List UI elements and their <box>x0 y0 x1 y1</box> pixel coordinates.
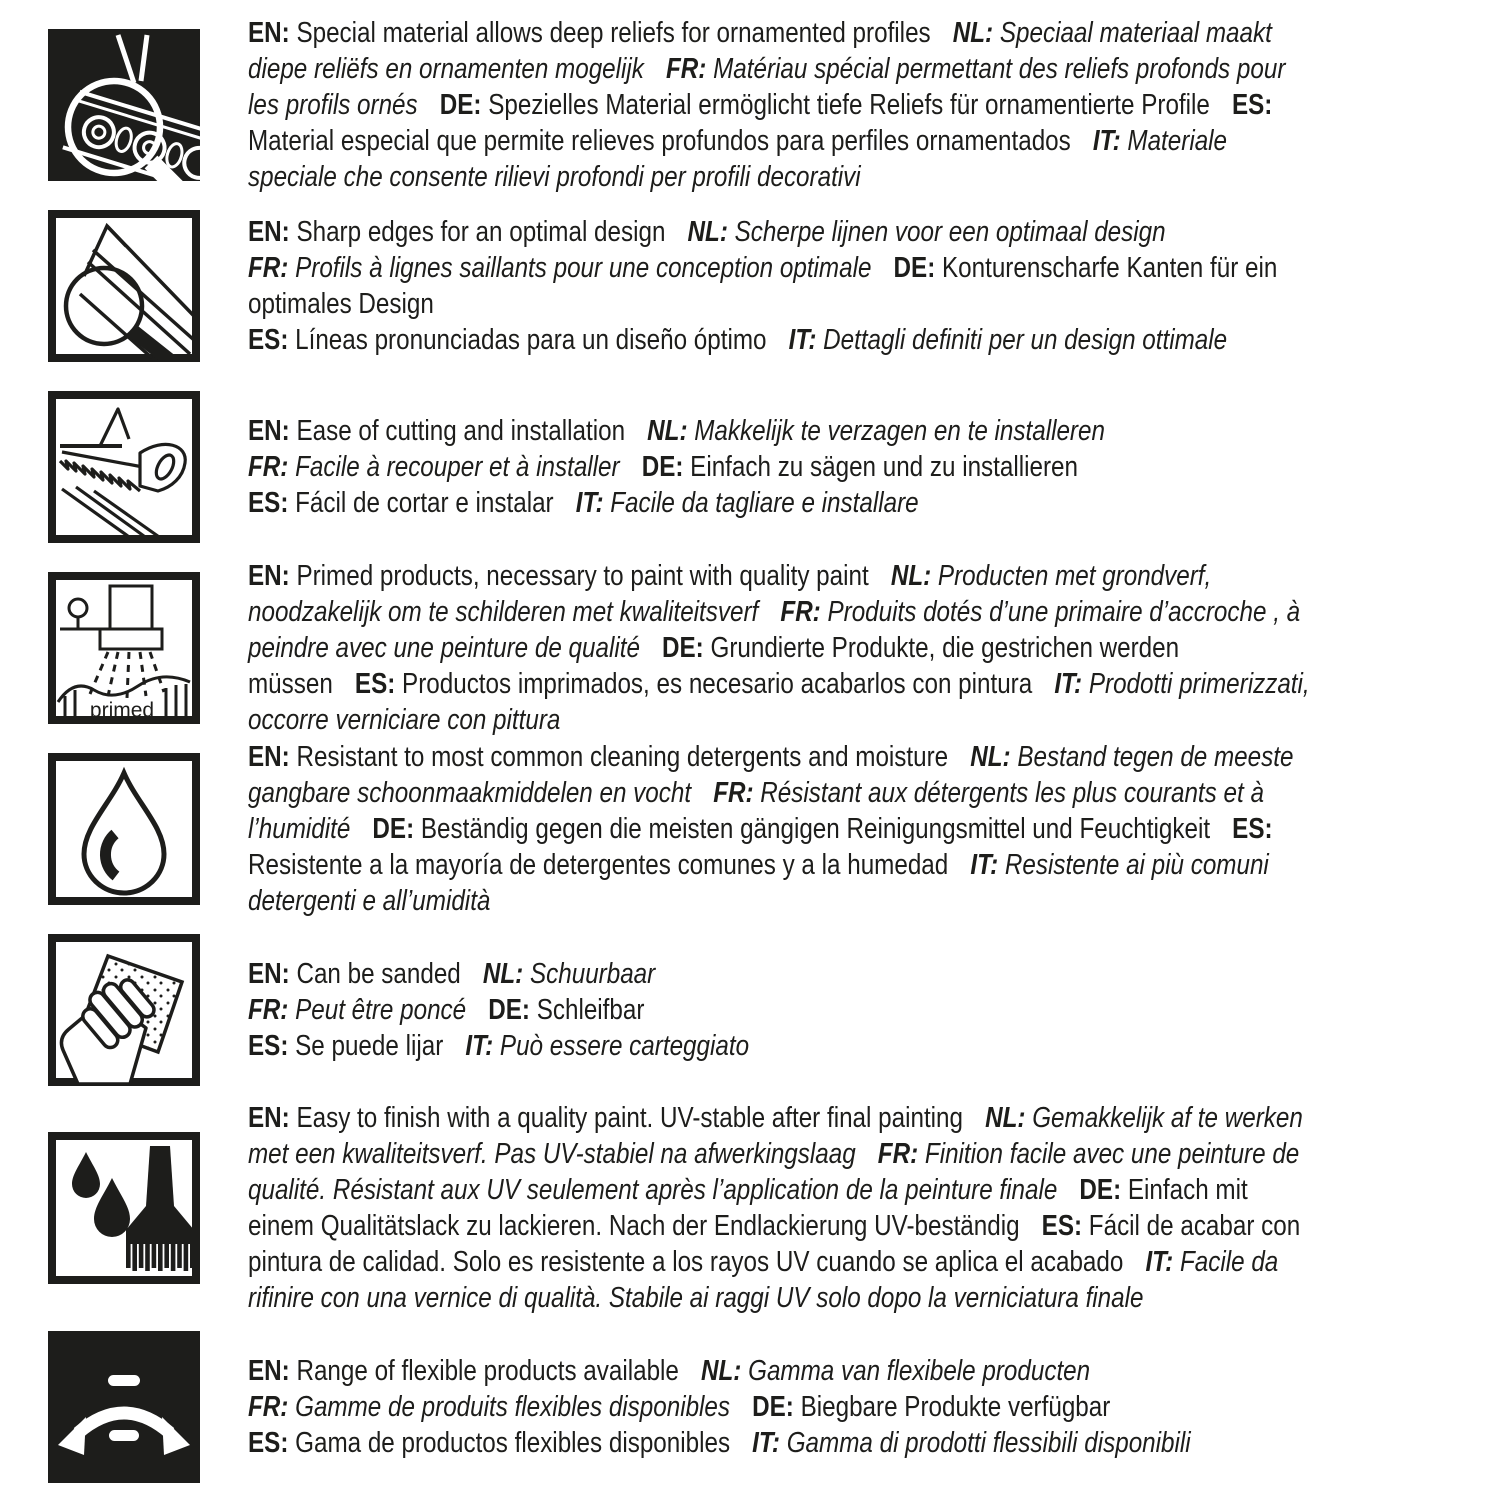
lang-label: ES: <box>248 323 296 356</box>
lang-text: Range of flexible products available <box>296 1354 679 1387</box>
lang-text: Fácil de acabar con pintura de calidad. Solo es resistente a los rayos UV cuando se aplica el acabado <box>248 1210 1301 1278</box>
feature-segment-es <box>355 668 1032 700</box>
lang-label: IT: <box>1054 667 1089 700</box>
lang-label: FR: <box>666 52 714 85</box>
lang-text: Speciaal materiaal maakt diepe reliëfs en ornamenten mogelijk <box>248 16 1272 85</box>
text-line <box>248 15 1312 195</box>
feature-text-block <box>248 1100 1312 1316</box>
lang-label: ES: <box>248 1029 296 1062</box>
lang-label: NL: <box>701 1354 749 1387</box>
text-line <box>248 322 1312 358</box>
text-line <box>248 992 1312 1028</box>
feature-text-block <box>248 739 1312 919</box>
lang-text: Special material allows deep reliefs for ornamented profiles <box>296 16 931 49</box>
text-line <box>248 1389 1312 1425</box>
lang-text: Easy to finish with a quality paint. UV-stable after final painting <box>296 1102 964 1134</box>
feature-segment-nl <box>647 415 1105 447</box>
feature-text-block <box>248 1353 1312 1461</box>
feature-segment-en <box>248 1102 963 1134</box>
sharp-edges-magnifier-icon <box>48 210 200 362</box>
lang-text: Profils à lignes saillants pour une conception optimale <box>295 251 872 284</box>
feature-segment-nl <box>483 958 655 990</box>
text-line <box>248 1353 1312 1389</box>
lang-label: NL: <box>970 740 1018 773</box>
feature-row-paintable <box>48 1100 1500 1316</box>
lang-label: ES: <box>248 486 296 519</box>
feature-segment-fr <box>248 252 871 284</box>
feature-text-block <box>248 15 1312 195</box>
lang-text: Productos imprimados, es necesario acabarlos con pintura <box>402 667 1033 700</box>
text-line <box>248 413 1312 449</box>
feature-segment-fr <box>248 451 620 483</box>
lang-label: FR: <box>248 1390 296 1423</box>
feature-segment-it <box>789 324 1228 356</box>
lang-text: Can be sanded <box>296 957 461 990</box>
text-line <box>248 558 1312 738</box>
lang-text: Dettagli definiti per un design ottimale <box>823 323 1228 356</box>
lang-label: EN: <box>248 215 297 248</box>
lang-label: EN: <box>248 1102 297 1134</box>
text-line <box>248 214 1312 250</box>
lang-label: DE: <box>488 993 537 1026</box>
feature-text-block <box>248 956 1312 1064</box>
lang-text: Finition facile avec une peinture de qualité. Résistant aux UV seulement après l’application de la peinture finale <box>248 1138 1300 1206</box>
lang-label: NL: <box>890 559 938 592</box>
lang-text: Spezielles Material ermöglicht tiefe Reliefs für ornamentierte Profile <box>488 88 1210 121</box>
text-line <box>248 1028 1312 1064</box>
lang-text: Gemakkelijk af te werken met een kwaliteitsverf. Pas UV-stabiel na afwerkingslaag <box>248 1102 1303 1170</box>
lang-text: Resistente ai più comuni detergenti e all’umidità <box>248 848 1269 917</box>
lang-text: Producten met grondverf, noodzakelijk om te schilderen met kwaliteitsverf <box>248 559 1212 628</box>
feature-segment-it <box>752 1427 1190 1459</box>
text-line <box>248 1425 1312 1461</box>
lang-label: IT: <box>1092 124 1128 157</box>
feature-segment-es <box>248 1427 730 1459</box>
lang-text: Gamma van flexibele producten <box>748 1354 1091 1387</box>
lang-text: Resistant to most common cleaning detergents and moisture <box>296 740 949 773</box>
lang-text: Gamme de produits flexibles disponibles <box>295 1390 731 1423</box>
lang-label: EN: <box>248 1354 297 1387</box>
feature-segment-en <box>248 17 931 49</box>
feature-segment-fr <box>248 1391 730 1423</box>
text-line <box>248 1100 1312 1316</box>
lang-text: Sharp edges for an optimal design <box>296 215 666 248</box>
lang-label: DE: <box>641 450 691 483</box>
feature-row-deep-reliefs <box>48 14 1500 195</box>
lang-label: DE: <box>439 88 489 121</box>
lang-text: Einfach zu sägen und zu installieren <box>690 450 1079 483</box>
lang-label: IT: <box>1145 1246 1180 1278</box>
lang-label: FR: <box>877 1138 925 1170</box>
lang-text: Beständig gegen die meisten gängigen Reinigungsmittel und Feuchtigkeit <box>420 812 1211 845</box>
lang-text: Primed products, necessary to paint with quality paint <box>296 559 869 592</box>
lang-text: Matériau spécial permettant des reliefs profonds pour les profils ornés <box>248 52 1286 121</box>
feature-row-cutting <box>48 376 1500 557</box>
feature-segment-de <box>642 451 1078 483</box>
lang-text: Einfach mit einem Qualitätslack zu lackieren. Nach der Endlackierung UV-beständig <box>248 1174 1248 1242</box>
feature-segment-de <box>752 1391 1110 1423</box>
lang-text: Scherpe lijnen voor een optimaal design <box>734 215 1166 248</box>
lang-label: DE: <box>1079 1174 1128 1206</box>
feature-text-block <box>248 413 1312 521</box>
feature-row-sandable <box>48 919 1500 1100</box>
feature-row-flexible <box>48 1316 1500 1497</box>
lang-text: Ease of cutting and installation <box>296 414 626 447</box>
flexible-arrow-icon <box>48 1331 200 1483</box>
feature-segment-en <box>248 216 665 248</box>
feature-segment-it <box>576 487 919 519</box>
lang-label: NL: <box>647 414 695 447</box>
lang-label: IT: <box>970 848 1005 881</box>
lang-text: Gamma di prodotti flessibili disponibili <box>786 1426 1191 1459</box>
lang-text: Facile à recouper et à installer <box>295 450 620 483</box>
feature-row-primed <box>48 557 1500 738</box>
lang-label: EN: <box>248 16 297 49</box>
lang-label: IT: <box>575 486 611 519</box>
primed-label: primed <box>89 698 155 722</box>
deep-relief-magnifier-icon <box>48 29 200 181</box>
lang-text: Konturenscharfe Kanten für ein optimales Design <box>248 251 1278 320</box>
feature-segment-de <box>488 994 644 1026</box>
feature-segment-es <box>248 487 554 519</box>
lang-text: Bestand tegen de meeste gangbare schoonmaakmiddelen en vocht <box>248 740 1294 809</box>
paint-drops-brush-icon <box>48 1132 200 1284</box>
lang-label: DE: <box>893 251 942 284</box>
sanding-hand-icon <box>48 934 200 1086</box>
lang-text: Grundierte Produkte, die gestrichen werden müssen <box>248 631 1180 700</box>
feature-segment-it <box>465 1030 749 1062</box>
lang-text: Prodotti primerizzati, occorre verniciare con pittura <box>248 667 1310 736</box>
lang-label: IT: <box>788 323 824 356</box>
lang-text: Peut être poncé <box>295 993 467 1026</box>
lang-text: Material especial que permite relieves profundos para perfiles ornamentados <box>248 124 1071 157</box>
lang-label: FR: <box>248 993 296 1026</box>
lang-label: NL: <box>952 16 1000 49</box>
lang-text: Facile da rifinire con una vernice di qualità. Stabile ai raggi UV solo dopo la verniciatura finale <box>248 1246 1279 1314</box>
text-line <box>248 956 1312 992</box>
lang-label: DE: <box>662 631 711 664</box>
feature-segment-es <box>248 1030 443 1062</box>
lang-text: Makkelijk te verzagen en te installeren <box>694 414 1105 447</box>
feature-segment-nl <box>688 216 1166 248</box>
lang-label: FR: <box>780 595 828 628</box>
lang-label: NL: <box>482 957 530 990</box>
lang-text: Líneas pronunciadas para un diseño óptimo <box>295 323 767 356</box>
feature-segment-en <box>248 415 625 447</box>
saw-cutting-icon <box>48 391 200 543</box>
lang-label: NL: <box>985 1102 1033 1134</box>
lang-text: Resistente a la mayoría de detergentes comunes y a la humedad <box>248 848 949 881</box>
feature-segment-en <box>248 1355 679 1387</box>
lang-label: FR: <box>713 776 761 809</box>
lang-text: Gama de productos flexibles disponibles <box>295 1426 731 1459</box>
lang-label: EN: <box>248 559 297 592</box>
lang-text: Schleifbar <box>536 993 645 1026</box>
lang-label: ES: <box>248 1426 296 1459</box>
lang-text: Materiale speciale che consente rilievi profondi per profili decorativi <box>248 124 1228 193</box>
lang-label: NL: <box>687 215 735 248</box>
feature-segment-fr <box>248 994 466 1026</box>
feature-segment-nl <box>701 1355 1090 1387</box>
text-line <box>248 485 1312 521</box>
lang-text: Schuurbaar <box>529 957 656 990</box>
lang-label: FR: <box>248 251 296 284</box>
lang-label: FR: <box>248 450 296 483</box>
primer-spray-icon <box>48 572 200 724</box>
text-line <box>248 739 1312 919</box>
lang-text: Résistant aux détergents les plus courants et à l’humidité <box>248 776 1264 845</box>
lang-text: Fácil de cortar e instalar <box>295 486 554 519</box>
lang-text: Può essere carteggiato <box>499 1029 750 1062</box>
text-line <box>248 250 1312 322</box>
lang-text: Facile da tagliare e installare <box>610 486 919 519</box>
feature-row-moisture <box>48 738 1500 919</box>
feature-segment-es <box>248 324 767 356</box>
lang-label: DE: <box>372 812 421 845</box>
feature-text-block <box>248 558 1312 738</box>
lang-label: DE: <box>752 1390 801 1423</box>
feature-segment-en <box>248 958 461 990</box>
lang-text: Se puede lijar <box>295 1029 444 1062</box>
lang-label: EN: <box>248 414 297 447</box>
lang-label: ES: <box>1231 88 1273 121</box>
lang-label: IT: <box>752 1426 787 1459</box>
lang-label: ES: <box>1232 812 1273 845</box>
moisture-drop-icon <box>48 753 200 905</box>
feature-row-sharp-edges <box>48 195 1500 376</box>
feature-segment-en <box>248 741 948 773</box>
lang-label: EN: <box>248 740 297 773</box>
lang-label: ES: <box>1041 1210 1089 1242</box>
lang-label: ES: <box>354 667 403 700</box>
lang-text: Biegbare Produkte verfügbar <box>800 1390 1111 1423</box>
feature-segment-de <box>372 813 1210 845</box>
lang-text: Produits dotés d’une primaire d’accroche , à peindre avec une peinture de qualité <box>248 595 1301 664</box>
lang-label: IT: <box>465 1029 500 1062</box>
feature-segment-de <box>440 89 1210 121</box>
text-line <box>248 449 1312 485</box>
feature-segment-en <box>248 560 869 592</box>
lang-label: EN: <box>248 957 297 990</box>
feature-text-block <box>248 214 1312 358</box>
